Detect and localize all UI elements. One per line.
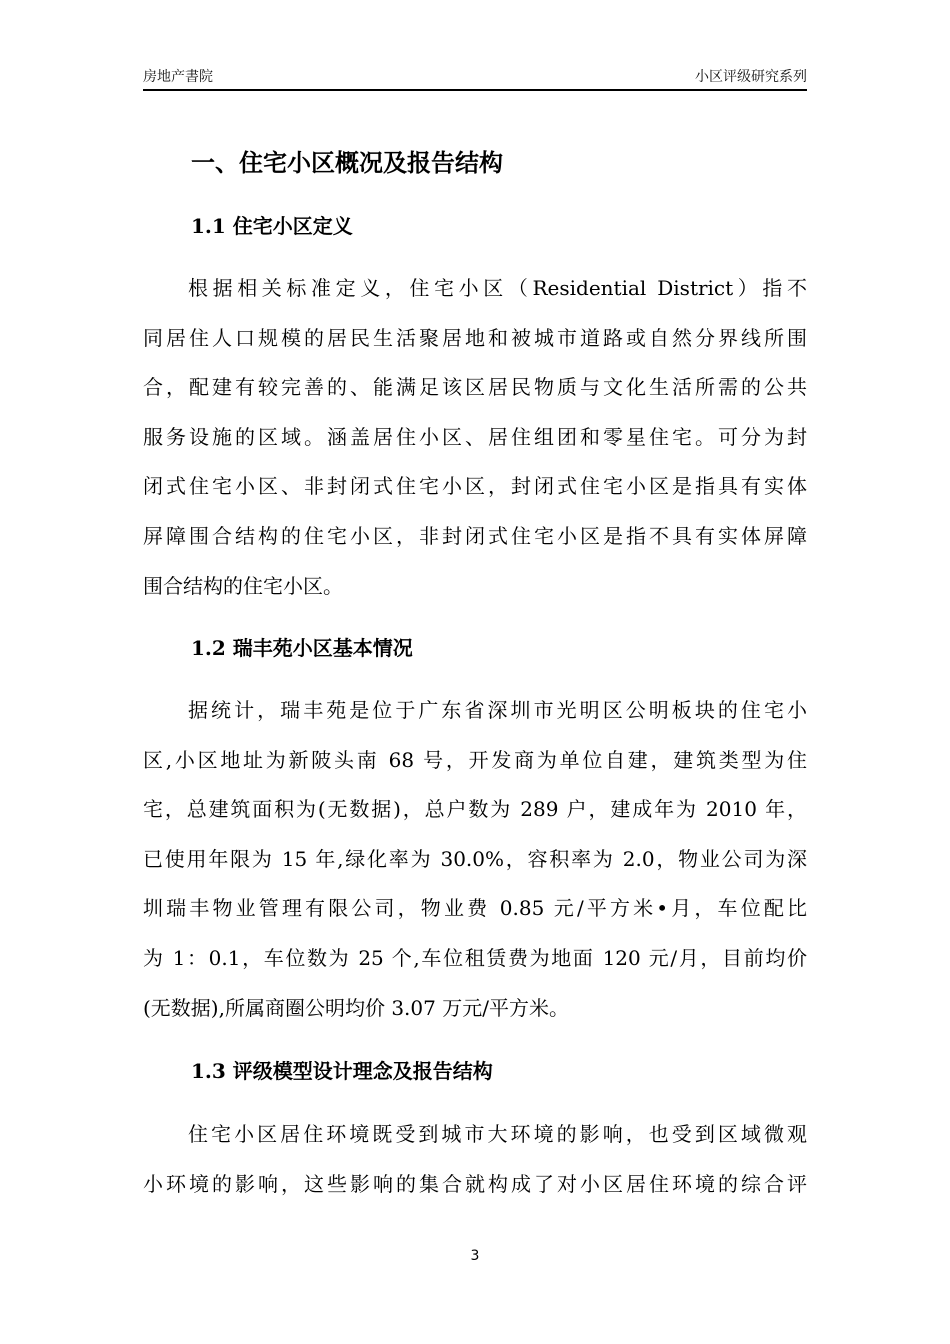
text-line: 合，配建有较完善的、能满足该区居民物质与文化生活所需的公共	[143, 375, 807, 400]
text-line: 同居住人口规模的居民生活聚居地和被城市道路或自然分界线所围	[143, 325, 807, 350]
text-line: 区,小区地址为新陂头南 68 号，开发商为单位自建，建筑类型为住	[143, 747, 807, 772]
chapter-title: 一、住宅小区概况及报告结构	[191, 148, 503, 177]
section-title-1-1: 1.1 住宅小区定义	[191, 214, 353, 238]
section-title-1-3: 1.3 评级模型设计理念及报告结构	[191, 1059, 493, 1083]
section-body-1-1	[143, 264, 807, 611]
section-body-1-3	[143, 1110, 807, 1209]
section-title-1-2: 1.2 瑞丰苑小区基本情况	[191, 636, 413, 660]
text-line: 小环境的影响，这些影响的集合就构成了对小区居住环境的综合评	[143, 1171, 807, 1196]
text-line: 宅，总建筑面积为(无数据)，总户数为 289 户，建成年为 2010 年，	[143, 797, 807, 822]
header-series: 小区评级研究系列	[695, 69, 807, 85]
header-publisher: 房地产書院	[143, 69, 213, 85]
text-line: 围合结构的住宅小区。	[143, 573, 343, 598]
text-line: 屏障围合结构的住宅小区，非封闭式住宅小区是指不具有实体屏障	[143, 523, 807, 548]
text-line: 服务设施的区域。涵盖居住小区、居住组团和零星住宅。可分为封	[143, 424, 807, 449]
text-line: (无数据),所属商圈公明均价 3.07 万元/平方米。	[143, 995, 569, 1020]
text-line: 根据相关标准定义，住宅小区（Residential District）指不	[188, 276, 807, 300]
section-body-1-2	[143, 686, 807, 1033]
text-line: 为 1：0.1，车位数为 25 个,车位租赁费为地面 120 元/月，目前均价	[143, 945, 807, 970]
text-line: 闭式住宅小区、非封闭式住宅小区，封闭式住宅小区是指具有实体	[143, 474, 807, 499]
page-header	[143, 66, 807, 88]
text-line: 住宅小区居住环境既受到城市大环境的影响，也受到区域微观	[188, 1122, 807, 1146]
header-divider	[143, 89, 807, 91]
text-line: 已使用年限为 15 年,绿化率为 30.0%，容积率为 2.0，物业公司为深	[143, 846, 807, 871]
page-number: 3	[470, 1248, 480, 1264]
text-line: 圳瑞丰物业管理有限公司，物业费 0.85 元/平方米•月，车位配比	[143, 896, 807, 921]
text-line: 据统计，瑞丰苑是位于广东省深圳市光明区公明板块的住宅小	[188, 698, 807, 722]
